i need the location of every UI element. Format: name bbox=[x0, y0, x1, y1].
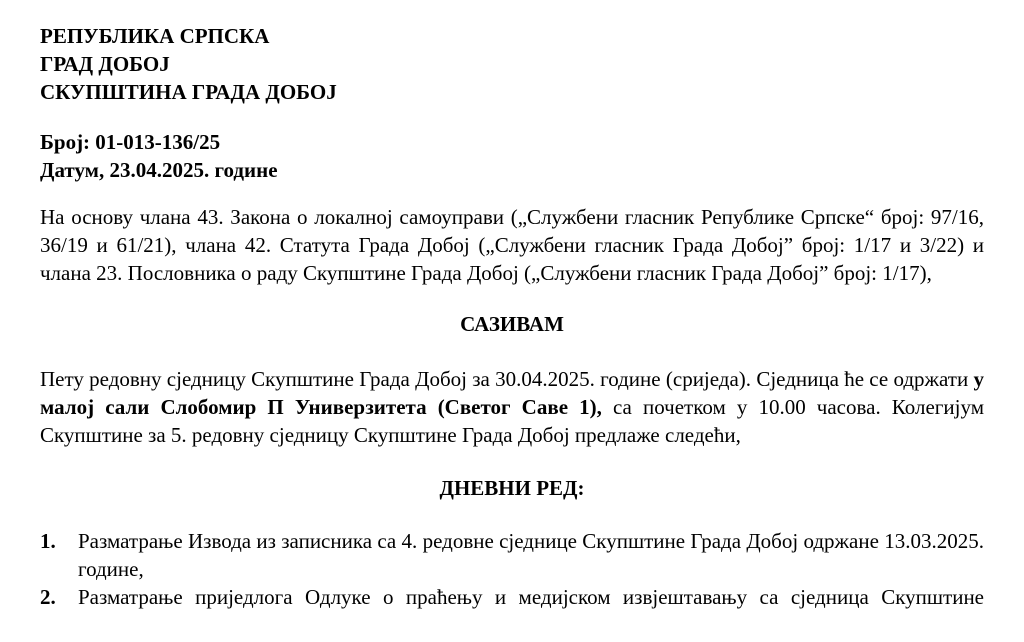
session-paragraph bbox=[40, 365, 984, 449]
letterhead-line-city: ГРАД ДОБОЈ bbox=[40, 52, 170, 76]
session-location-bold: у малој сали Слобомир П Универзитета (Светог Саве 1), bbox=[40, 367, 984, 419]
agenda-item-1 bbox=[40, 527, 984, 583]
convene-heading: САЗИВАМ bbox=[460, 312, 564, 336]
reference-block bbox=[40, 128, 984, 184]
legal-basis-paragraph: На основу члана 43. Закона о локалној самоуправи („Службени гласник Републике Српске“ број: 97/16, 36/19 и 61/21), члана 42. Статута Града Добој („Службени гласник Града Добој” број: 1/17 и 3/22) и члана 23. Пословника о раду Скупштине Града Добој („Службени гласник Града Добој” број: 1/17), bbox=[40, 205, 984, 285]
letterhead bbox=[40, 22, 984, 106]
session-text-start: Пету редовну сједницу Скупштине Града Добој за 30.04.2025. године (сриједа). Сједница ће се одржати bbox=[40, 367, 974, 391]
agenda-item-2-text: Разматрање приједлога Одлуке о праћењу и медијском извјештавању са сједница Скупштине bbox=[78, 585, 984, 609]
document-date: Датум, 23.04.2025. године bbox=[40, 158, 278, 182]
agenda-item-1-text: Разматрање Извода из записника са 4. редовне сједнице Скупштине Града Добој одржане 13.03.2025. године, bbox=[78, 529, 984, 581]
agenda-item-2-number: 2. bbox=[40, 585, 56, 609]
letterhead-line-assembly: СКУПШТИНА ГРАДА ДОБОЈ bbox=[40, 80, 337, 104]
document-number: Број: 01-013-136/25 bbox=[40, 130, 221, 154]
agenda-item-1-number: 1. bbox=[40, 529, 56, 553]
agenda-item-2 bbox=[40, 583, 984, 611]
agenda-heading: ДНЕВНИ РЕД: bbox=[439, 476, 585, 500]
agenda-list bbox=[40, 527, 984, 611]
session-text-end: са почетком у 10.00 часова. Колегијум Скупштине за 5. редовну сједницу Скупштине Града Добој предлаже следећи, bbox=[40, 395, 984, 447]
letterhead-line-republic: РЕПУБЛИКА СРПСКА bbox=[40, 24, 270, 48]
